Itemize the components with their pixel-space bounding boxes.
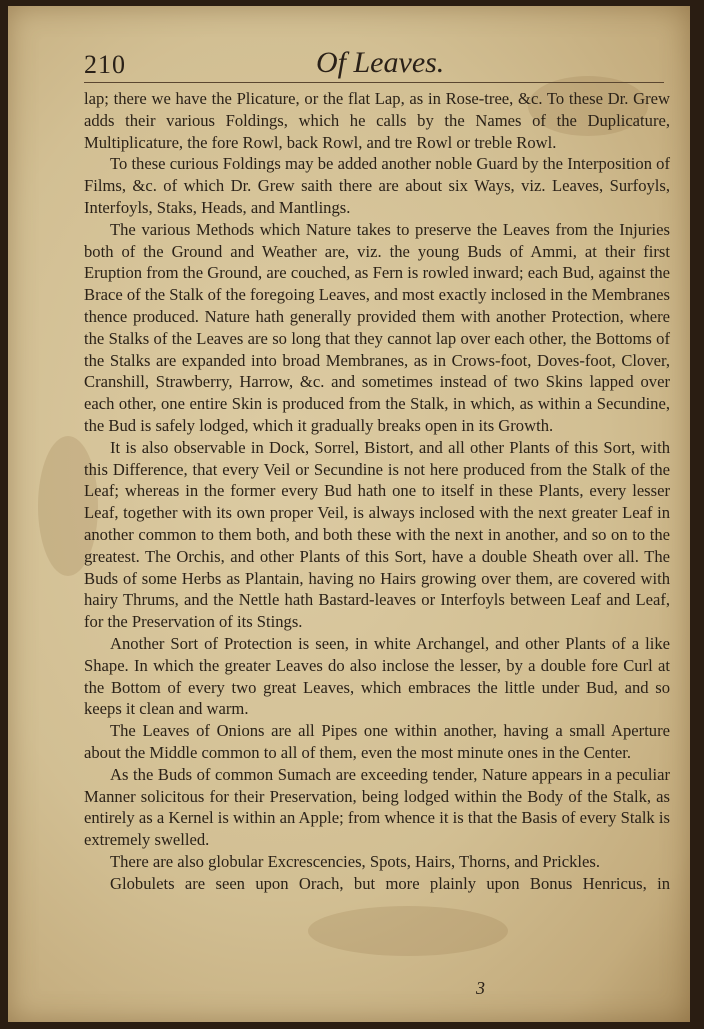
page-number: 210	[84, 50, 126, 79]
page-header	[84, 44, 664, 83]
paragraph: The Leaves of Onions are all Pipes one within another, having a small Aperture about the Middle common to all of them, even the most minute ones in the Center.	[84, 721, 670, 762]
paragraph: There are also globular Excrescencies, Spots, Hairs, Thorns, and Prickles.	[110, 851, 600, 871]
signature-mark: 3	[476, 978, 485, 998]
paragraph: To these curious Foldings may be added another noble Guard by the Interposition of Films, &c. of which Dr. Grew saith there are about six Ways, viz. Leaves, Surfoyls, Interfoyls, Staks, Heads, and Mantlings.	[84, 154, 670, 217]
paragraph: The various Methods which Nature takes to preserve the Leaves from the Injuries both of the Ground and Weather are, viz. the young Buds of Ammi, at their first Eruption from the Ground, are couched, as Fern is rowled inward; each Bud, against the Brace of the Stalk of the foregoing Leaves, and most exactly inclosed in the Membranes thence produced. Nature hath generally provided them with another Protection, where the Stalks of the Leaves are so long that they cannot lap over each other, the Bottoms of the Stalks are expanded into broad Membranes, as in Crows-foot, Doves-foot, Clover, Cranshill, Strawberry, Harrow, &c. and sometimes instead of two Skins lapped over each other, one entire Skin is produced from the Stalk, in which, as within a Secundine, the Bud is safely lodged, which it gradually breaks open in its Growth.	[84, 219, 670, 435]
paragraph: As the Buds of common Sumach are exceeding tender, Nature appears in a peculiar Manner solicitous for their Preservation, being lodged within the Body of the Stalk, as entirely as a Kernel is within an Apple; from whence it is that the Basis of every Stalk is extremely swelled.	[84, 764, 670, 850]
paragraph: lap; there we have the Plicature, or the flat Lap, as in Rose-tree, &c. To these Dr. Grew adds their various Foldings, which he calls by the Names of the Duplicature, Multiplicature, the fore Rowl, back Rowl, and tre Rowl or treble Rowl.	[84, 89, 670, 152]
paragraph: Globulets are seen upon Orach, but more plainly upon Bonus Henricus, in	[110, 873, 670, 893]
paragraph: Another Sort of Protection is seen, in white Archangel, and other Plants of a like Shape. In which the greater Leaves do also inclose the lesser, by a double fore Curl at the Bottom of every two great Leaves, which embraces the little under Bud, and so keeps it clean and warm.	[84, 633, 670, 719]
book-page	[8, 6, 690, 1022]
paragraph: It is also observable in Dock, Sorrel, Bistort, and all other Plants of this Sort, with this Difference, that every Veil or Secundine is not here produced from the Stalk of the Leaf; whereas in the former every Bud hath one to itself in these Plants, every lesser Leaf, together with its own proper Veil, is always inclosed with the next greater Leaf in another common to them both, and both these with the next in another, and so on to the greatest. The Orchis, and other Plants of this Sort, have a double Sheath over all. The Buds of some Herbs as Plantain, having no Hairs growing over them, are covered with hairy Thrums, and the Nettle hath Bastard-leaves or Interfoyls between Leaf and Leaf, for the Preservation of its Stings.	[84, 437, 670, 632]
running-title: Of Leaves.	[316, 46, 445, 79]
body-text	[84, 88, 670, 894]
paper-stain	[308, 906, 508, 956]
